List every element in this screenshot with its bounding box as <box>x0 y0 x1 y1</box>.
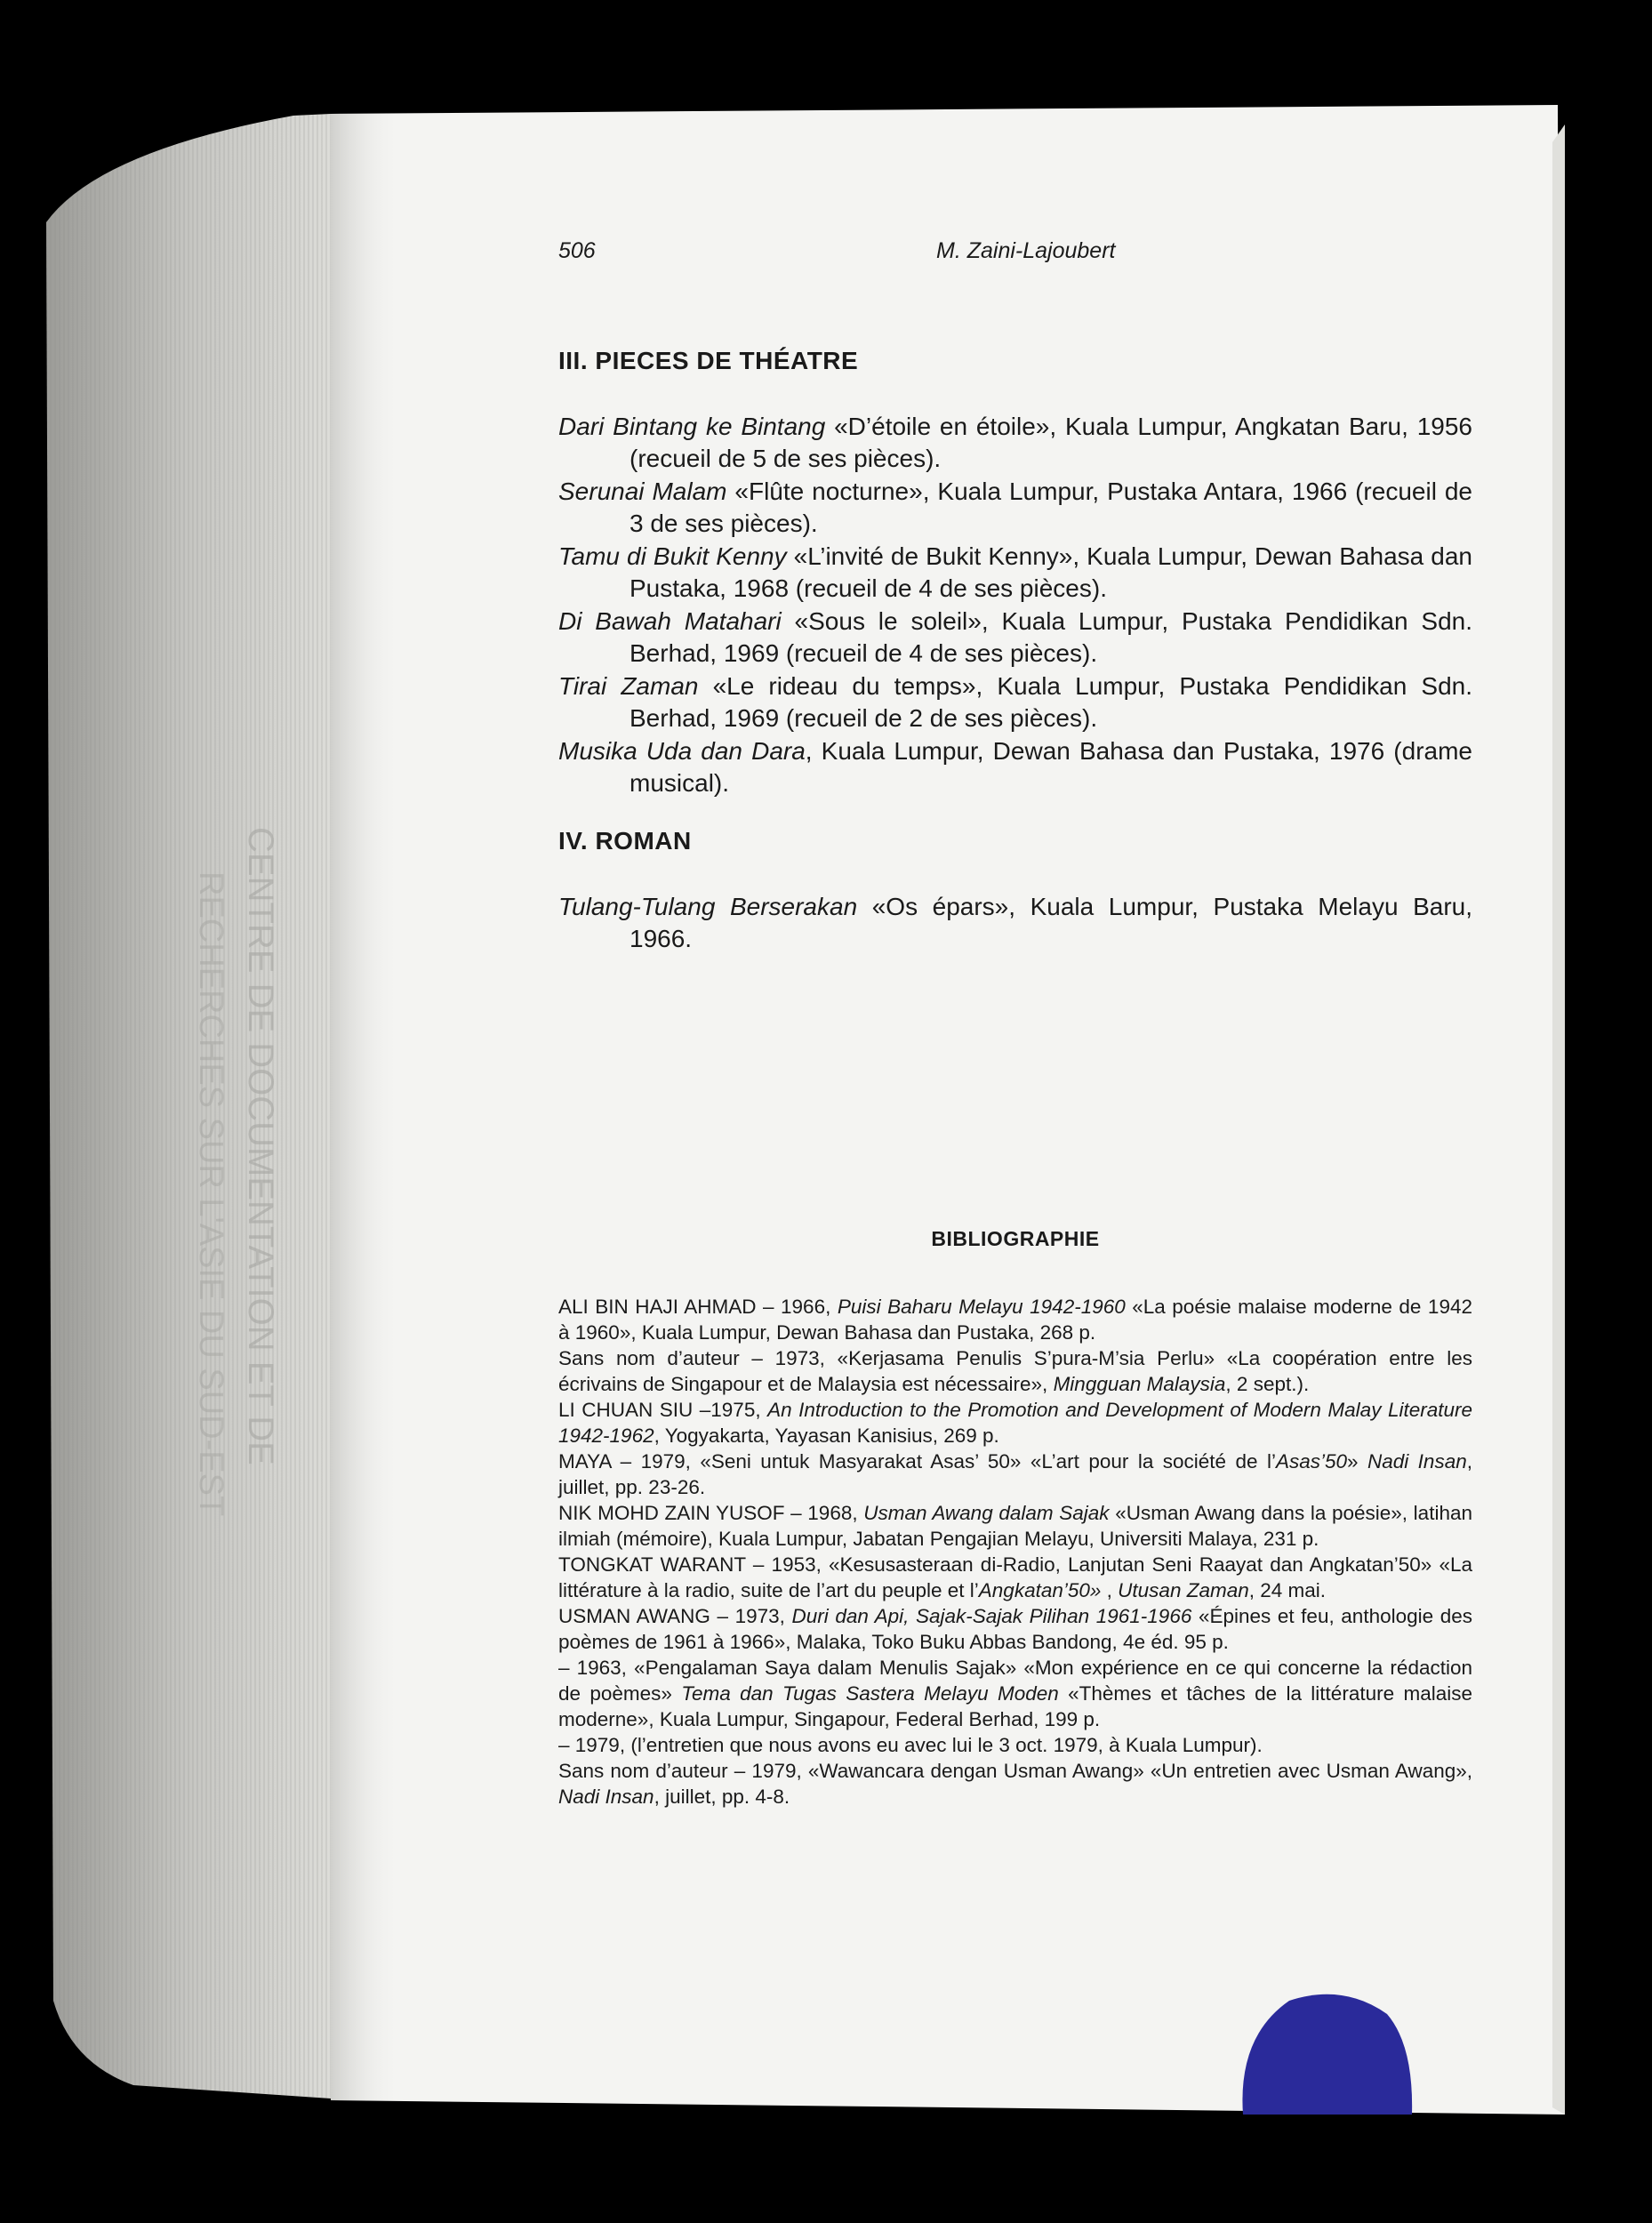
running-head: M. Zaini-Lajoubert <box>936 238 1116 263</box>
bibliography-list <box>558 1294 1472 1810</box>
page-content <box>558 213 1472 1992</box>
list-item: Tirai Zaman «Le rideau du temps», Kuala Lumpur, Pustaka Pendidikan Sdn. Berhad, 1969 (recueil de 2 de ses pièces). <box>558 672 1472 732</box>
bibliography-item: Sans nom d’auteur – 1979, «Wawancara dengan Usman Awang» «Un entretien avec Usman Awang», Nadi Insan, juillet, pp. 4-8. <box>558 1760 1472 1808</box>
bibliography-item: Sans nom d’auteur – 1973, «Kerjasama Penulis S’pura-M’sia Perlu» «La coopération entre les écrivains de Singapour et de Malaysia est nécessaire», Mingguan Malaysia, 2 sept.). <box>558 1347 1472 1395</box>
bibliography-item: LI CHUAN SIU –1975, An Introduction to the Promotion and Development of Modern Malay Literature 1942-1962, Yogyakarta, Yayasan Kanisius, 269 p. <box>558 1399 1472 1447</box>
list-item: Musika Uda dan Dara, Kuala Lumpur, Dewan Bahasa dan Pustaka, 1976 (drame musical). <box>558 737 1472 797</box>
theatre-list <box>558 411 1472 799</box>
edge-stamp-text: CENTRE DE DOCUMENTATION ET DE <box>241 827 280 1465</box>
bibliography-item: TONGKAT WARANT – 1953, «Kesusasteraan di-Radio, Lanjutan Seni Raayat dan Angkatan’50» «La littérature à la radio, suite de l’art du peuple et l’Angkatan’50» , Utusan Zaman, 24 mai. <box>558 1553 1472 1601</box>
bibliography-item: – 1963, «Pengalaman Saya dalam Menulis Sajak» «Mon expérience en ce qui concerne la rédaction de poèmes» Tema dan Tugas Sastera Melayu Moden «Thèmes et tâches de la littérature malaise moderne», Kuala Lumpur, Singapour, Federal Berhad, 199 p. <box>558 1657 1472 1730</box>
bibliography-item: NIK MOHD ZAIN YUSOF – 1968, Usman Awang dalam Sajak «Usman Awang dans la poésie», latihan ilmiah (mémoire), Kuala Lumpur, Jabatan Pengajian Melayu, Universiti Malaya, 231 p. <box>558 1502 1472 1550</box>
list-item: Dari Bintang ke Bintang «D’étoile en étoile», Kuala Lumpur, Angkatan Baru, 1956 (recueil de 5 de ses pièces). <box>558 413 1472 472</box>
page-number: 506 <box>558 238 596 263</box>
bibliography-heading: BIBLIOGRAPHIE <box>931 1227 1100 1250</box>
bibliography-item: USMAN AWANG – 1973, Duri dan Api, Sajak-Sajak Pilihan 1961-1966 «Épines et feu, anthologie des poèmes de 1961 à 1966», Malaka, Toko Buku Abbas Bandong, 4e éd. 95 p. <box>558 1605 1472 1653</box>
svg-text:RECHERCHES SUR L'ASIE DU SUD-E: RECHERCHES SUR L'ASIE DU SUD-EST <box>192 871 229 1517</box>
page-header <box>558 238 1472 274</box>
bibliography-item: MAYA – 1979, «Seni untuk Masyarakat Asas’ 50» «L’art pour la société de l’Asas’50» Nadi Insan, juillet, pp. 23-26. <box>558 1450 1472 1498</box>
list-item: Serunai Malam «Flûte nocturne», Kuala Lumpur, Pustaka Antara, 1966 (recueil de 3 de ses pièces). <box>558 478 1472 537</box>
roman-list <box>558 891 1472 955</box>
list-item: Di Bawah Matahari «Sous le soleil», Kuala Lumpur, Pustaka Pendidikan Sdn. Berhad, 1969 (recueil de 4 de ses pièces). <box>558 607 1472 667</box>
section-heading-theatre: III. PIECES DE THÉATRE <box>558 347 859 374</box>
bibliography-item: ALI BIN HAJI AHMAD – 1966, Puisi Baharu Melayu 1942-1960 «La poésie malaise moderne de 1942 à 1960», Kuala Lumpur, Dewan Bahasa dan Pustaka, 268 p. <box>558 1296 1472 1344</box>
list-item: Tamu di Bukit Kenny «L’invité de Bukit Kenny», Kuala Lumpur, Dewan Bahasa dan Pustaka, 1968 (recueil de 4 de ses pièces). <box>558 542 1472 602</box>
list-item: Tulang-Tulang Berserakan «Os épars», Kuala Lumpur, Pustaka Melayu Baru, 1966. <box>558 893 1473 952</box>
bibliography-item: – 1979, (l’entretien que nous avons eu avec lui le 3 oct. 1979, à Kuala Lumpur). <box>558 1734 1263 1756</box>
section-heading-roman: IV. ROMAN <box>558 827 692 855</box>
